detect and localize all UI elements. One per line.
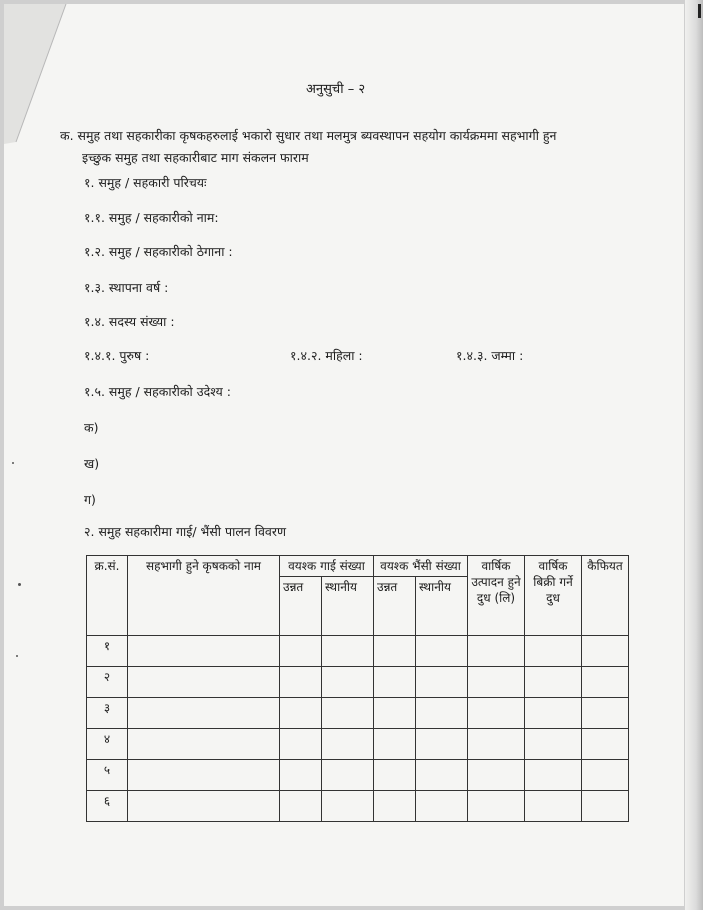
cell bbox=[128, 636, 280, 667]
row-number: १ bbox=[87, 636, 128, 667]
subheader-buffalo-local: स्थानीय bbox=[416, 577, 468, 636]
field-name: १.१. समुह / सहकारीको नाम: bbox=[84, 210, 219, 225]
cell bbox=[582, 760, 629, 791]
cell bbox=[582, 729, 629, 760]
scan-speck bbox=[16, 655, 18, 657]
field-female: १.४.२. महिला : bbox=[290, 348, 363, 363]
cell bbox=[280, 791, 322, 822]
row-number: ३ bbox=[87, 698, 128, 729]
cell bbox=[322, 667, 374, 698]
cell bbox=[525, 760, 582, 791]
header-adult-buffalo: वयश्क भैंसी संख्या bbox=[374, 556, 468, 577]
cell bbox=[374, 729, 416, 760]
cell bbox=[322, 791, 374, 822]
field-intro: १. समुह / सहकारी परिचयः bbox=[84, 175, 207, 190]
scan-speck bbox=[18, 583, 21, 586]
table-row bbox=[87, 636, 629, 667]
livestock-table bbox=[86, 555, 629, 822]
objective-ka: क) bbox=[84, 420, 99, 435]
cell bbox=[416, 760, 468, 791]
cell bbox=[128, 729, 280, 760]
scan-mark bbox=[698, 4, 701, 18]
objective-ga: ग) bbox=[84, 492, 96, 507]
cell bbox=[374, 636, 416, 667]
cell bbox=[280, 667, 322, 698]
field-member-count: १.४. सदस्य संख्या : bbox=[84, 314, 175, 329]
page-edge-shadow bbox=[685, 0, 703, 910]
cell bbox=[416, 667, 468, 698]
cell bbox=[525, 791, 582, 822]
cell bbox=[525, 636, 582, 667]
cell bbox=[582, 791, 629, 822]
page-title: अनुसुची – २ bbox=[306, 82, 366, 97]
cell bbox=[128, 791, 280, 822]
cell bbox=[374, 760, 416, 791]
header-annual-milk: वार्षिक उत्पादन हुने दुध (लि) bbox=[468, 556, 525, 636]
cell bbox=[468, 698, 525, 729]
field-total: १.४.३. जम्मा : bbox=[456, 348, 524, 363]
table-row bbox=[87, 760, 629, 791]
cell bbox=[322, 760, 374, 791]
field-objective: १.५. समुह / सहकारीको उदेश्य : bbox=[84, 384, 231, 399]
cell bbox=[280, 760, 322, 791]
header-annual-sale: वार्षिक बिक्री गर्ने दुध bbox=[525, 556, 582, 636]
intro-line-2: इच्छुक समुह तथा सहकारीबाट माग संकलन फाराम bbox=[82, 150, 309, 165]
cell bbox=[416, 698, 468, 729]
cell bbox=[468, 729, 525, 760]
cell bbox=[582, 636, 629, 667]
cell bbox=[416, 636, 468, 667]
cell bbox=[468, 667, 525, 698]
subheader-cow-local: स्थानीय bbox=[322, 577, 374, 636]
scan-speck bbox=[12, 462, 14, 464]
cell bbox=[280, 729, 322, 760]
cell bbox=[416, 791, 468, 822]
header-farmer-name: सहभागी हुने कृषकको नाम bbox=[128, 556, 280, 636]
table-row bbox=[87, 667, 629, 698]
header-sn: क्र.सं. bbox=[87, 556, 128, 636]
cell bbox=[582, 698, 629, 729]
cell bbox=[322, 698, 374, 729]
field-male: १.४.१. पुरुष : bbox=[84, 348, 150, 363]
cell bbox=[525, 667, 582, 698]
row-number: ४ bbox=[87, 729, 128, 760]
cell bbox=[525, 698, 582, 729]
section-2-title: २. समुह सहकारीमा गाई/ भैंसी पालन विवरण bbox=[84, 524, 287, 539]
cell bbox=[322, 729, 374, 760]
cell bbox=[468, 760, 525, 791]
row-number: ६ bbox=[87, 791, 128, 822]
subheader-buffalo-improved: उन्नत bbox=[374, 577, 416, 636]
cell bbox=[280, 698, 322, 729]
subheader-cow-improved: उन्नत bbox=[280, 577, 322, 636]
table-row bbox=[87, 791, 629, 822]
intro-line-1: क. समुह तथा सहकारीका कृषकहरुलाई भकारो सुधार तथा मलमुत्र ब्यवस्थापन सहयोग कार्यक्रममा सहभागी हुन bbox=[60, 128, 557, 143]
header-remarks: कैफियत bbox=[582, 556, 629, 636]
cell bbox=[582, 667, 629, 698]
cell bbox=[374, 791, 416, 822]
cell bbox=[468, 636, 525, 667]
cell bbox=[525, 729, 582, 760]
cell bbox=[128, 667, 280, 698]
table-row bbox=[87, 729, 629, 760]
field-established-year: १.३. स्थापना वर्ष : bbox=[84, 280, 169, 295]
cell bbox=[128, 760, 280, 791]
cell bbox=[468, 791, 525, 822]
table-header-row bbox=[87, 556, 629, 577]
cell bbox=[374, 667, 416, 698]
row-number: २ bbox=[87, 667, 128, 698]
field-address: १.२. समुह / सहकारीको ठेगाना : bbox=[84, 244, 233, 259]
cell bbox=[374, 698, 416, 729]
cell bbox=[416, 729, 468, 760]
cell bbox=[128, 698, 280, 729]
cell bbox=[322, 636, 374, 667]
row-number: ५ bbox=[87, 760, 128, 791]
cell bbox=[280, 636, 322, 667]
objective-kha: ख) bbox=[84, 456, 100, 471]
table-row bbox=[87, 698, 629, 729]
header-adult-cow: वयश्क गाई संख्या bbox=[280, 556, 374, 577]
